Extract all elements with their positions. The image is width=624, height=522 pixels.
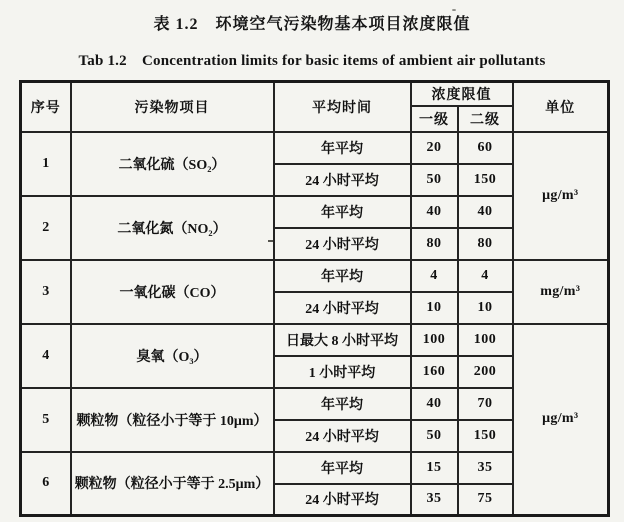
cell-avg-time: 24 小时平均 — [274, 164, 411, 196]
cell-pollutant: 颗粒物（粒径小于等于 10μm） — [71, 388, 274, 452]
cell-avg-time: 24 小时平均 — [274, 292, 411, 324]
table-title-chinese: 表 1.2 环境空气污染物基本项目浓度限值 — [153, 16, 471, 33]
table-title-english: Tab 1.2 Concentration limits for basic items of ambient air pollutants — [78, 53, 546, 69]
cell-serial: 2 — [21, 196, 71, 260]
column-header-level2: 二级 — [458, 106, 513, 132]
cell-level1-value: 15 — [411, 452, 458, 484]
cell-level1-value: 100 — [411, 324, 458, 356]
cell-level2-value: 35 — [458, 452, 513, 484]
cell-pollutant: 一氧化碳（CO） — [71, 260, 274, 324]
table-row — [21, 132, 609, 164]
cell-unit: mg/m³ — [513, 260, 609, 324]
cell-avg-time: 年平均 — [274, 388, 411, 420]
cell-level1-value: 40 — [411, 196, 458, 228]
cell-pollutant: 颗粒物（粒径小于等于 2.5μm） — [71, 452, 274, 516]
cell-avg-time: 年平均 — [274, 196, 411, 228]
column-header-unit: 单位 — [513, 82, 609, 132]
cell-level1-value: 10 — [411, 292, 458, 324]
cell-pollutant: 二氧化氮（NO₂） — [71, 196, 274, 260]
cell-level2-value: 75 — [458, 484, 513, 516]
cell-level1-value: 4 — [411, 260, 458, 292]
cell-level2-value: 100 — [458, 324, 513, 356]
cell-level1-value: 160 — [411, 356, 458, 388]
cell-level2-value: 150 — [458, 420, 513, 452]
column-header-avg-time: 平均时间 — [274, 82, 411, 132]
cell-level1-value: 50 — [411, 164, 458, 196]
cell-level2-value: 150 — [458, 164, 513, 196]
cell-level2-value: 80 — [458, 228, 513, 260]
cell-serial: 5 — [21, 388, 71, 452]
column-header-serial: 序号 — [21, 82, 71, 132]
cell-avg-time: 24 小时平均 — [274, 228, 411, 260]
cell-avg-time: 1 小时平均 — [274, 356, 411, 388]
cell-avg-time: 年平均 — [274, 452, 411, 484]
cell-serial: 6 — [21, 452, 71, 516]
cell-pollutant: 二氧化硫（SO₂） — [71, 132, 274, 196]
cell-avg-time: 24 小时平均 — [274, 420, 411, 452]
cell-level2-value: 200 — [458, 356, 513, 388]
concentration-limits-table — [19, 80, 610, 517]
table-row — [21, 324, 609, 356]
cell-level2-value: 60 — [458, 132, 513, 164]
cell-avg-time: 24 小时平均 — [274, 484, 411, 516]
cell-level2-value: 70 — [458, 388, 513, 420]
cell-pollutant: 臭氧（O₃） — [71, 324, 274, 388]
column-header-pollutant: 污染物项目 — [71, 82, 274, 132]
column-header-level1: 一级 — [411, 106, 458, 132]
cell-level2-value: 10 — [458, 292, 513, 324]
cell-serial: 1 — [21, 132, 71, 196]
cell-avg-time: 日最大 8 小时平均 — [274, 324, 411, 356]
cell-level2-value: 4 — [458, 260, 513, 292]
cell-level1-value: 35 — [411, 484, 458, 516]
cell-serial: 3 — [21, 260, 71, 324]
cell-unit: μg/m³ — [513, 132, 609, 260]
cell-serial: 4 — [21, 324, 71, 388]
cell-level1-value: 80 — [411, 228, 458, 260]
cell-level1-value: 20 — [411, 132, 458, 164]
cell-avg-time: 年平均 — [274, 132, 411, 164]
cell-level1-value: 40 — [411, 388, 458, 420]
table-row — [21, 260, 609, 292]
cell-level2-value: 40 — [458, 196, 513, 228]
cell-level1-value: 50 — [411, 420, 458, 452]
cell-unit: μg/m³ — [513, 324, 609, 516]
column-header-limits: 浓度限值 — [411, 82, 513, 106]
cell-avg-time: 年平均 — [274, 260, 411, 292]
